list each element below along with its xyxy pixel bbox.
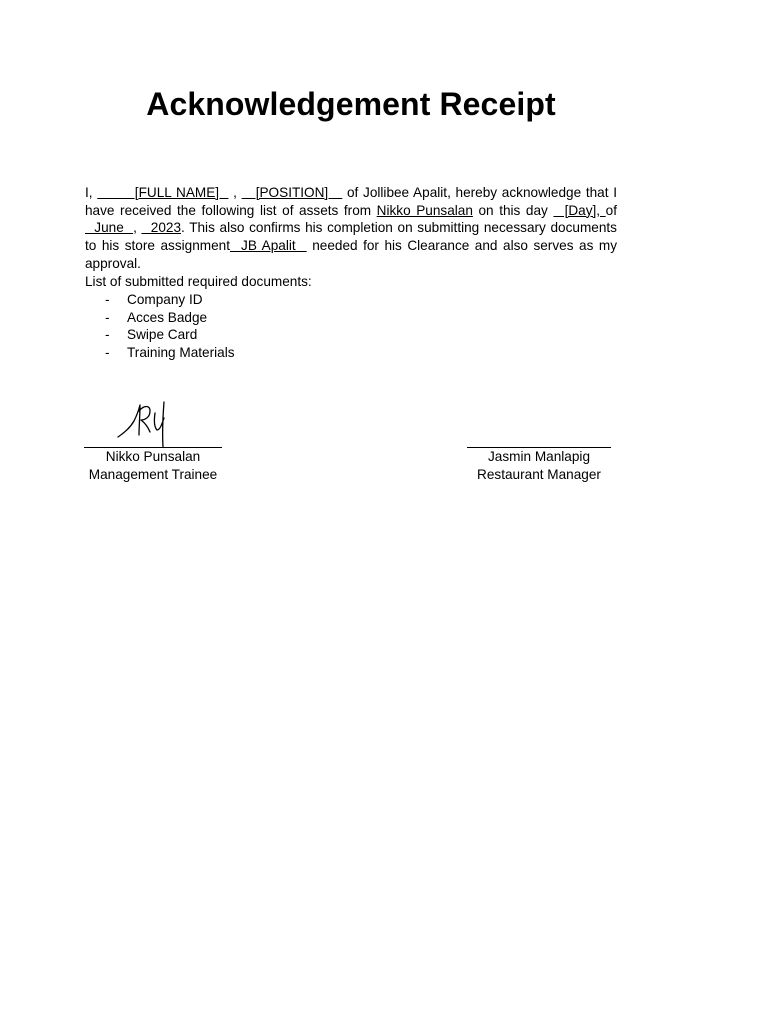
dash-bullet: - (105, 344, 110, 360)
text-segment-2: on this day (472, 202, 554, 218)
month-value: June (85, 220, 134, 236)
document-title: Acknowledgement Receipt (146, 86, 556, 122)
position-blank: [POSITION] (241, 185, 343, 200)
documents-list (85, 291, 235, 361)
dash-bullet: - (105, 309, 110, 325)
signature-area (467, 400, 611, 447)
acknowledgement-paragraph (85, 184, 617, 273)
text-segment-4: , (133, 220, 142, 236)
list-item-label: Acces Badge (127, 309, 208, 325)
signatory-name: Nikko Punsalan (105, 449, 201, 464)
list-item (85, 291, 235, 309)
list-item-label: Company ID (127, 292, 203, 307)
text-segment-3: of (605, 202, 617, 218)
handwritten-signature (114, 400, 174, 448)
dash-bullet: - (105, 327, 110, 342)
from-name: Nikko Punsalan (376, 202, 473, 218)
full-name-blank: [FULL NAME] (97, 185, 229, 200)
left-signature-block (84, 400, 222, 483)
signatory-role: Restaurant Manager (477, 466, 601, 482)
dash-bullet: - (105, 292, 110, 307)
signatory-name: Jasmin Manlapig (488, 449, 590, 464)
list-item-label: Training Materials (127, 344, 235, 360)
store-value: JB Apalit (230, 238, 307, 254)
list-item (85, 309, 235, 327)
text-segment-6: needed for his Clearance and also serves as my approval. (85, 238, 617, 271)
text-lead: I, (85, 185, 98, 200)
list-item (85, 344, 235, 362)
text-comma: , (228, 185, 242, 200)
signature-area (84, 400, 222, 447)
right-signature-block (467, 400, 611, 483)
list-item-label: Swipe Card (127, 327, 198, 342)
text-segment-5: . This also confirms his completion on submitting necessary documents to his store assignment (85, 220, 617, 254)
text-segment-1: of Jollibee Apalit, hereby acknowledge that I have received the following list of assets from (85, 185, 617, 218)
day-blank: [Day], (553, 202, 606, 218)
signatory-role: Management Trainee (88, 466, 218, 482)
documents-heading: List of submitted required documents: (85, 274, 312, 289)
year-value: 2023 (141, 220, 182, 236)
list-item (85, 326, 235, 344)
